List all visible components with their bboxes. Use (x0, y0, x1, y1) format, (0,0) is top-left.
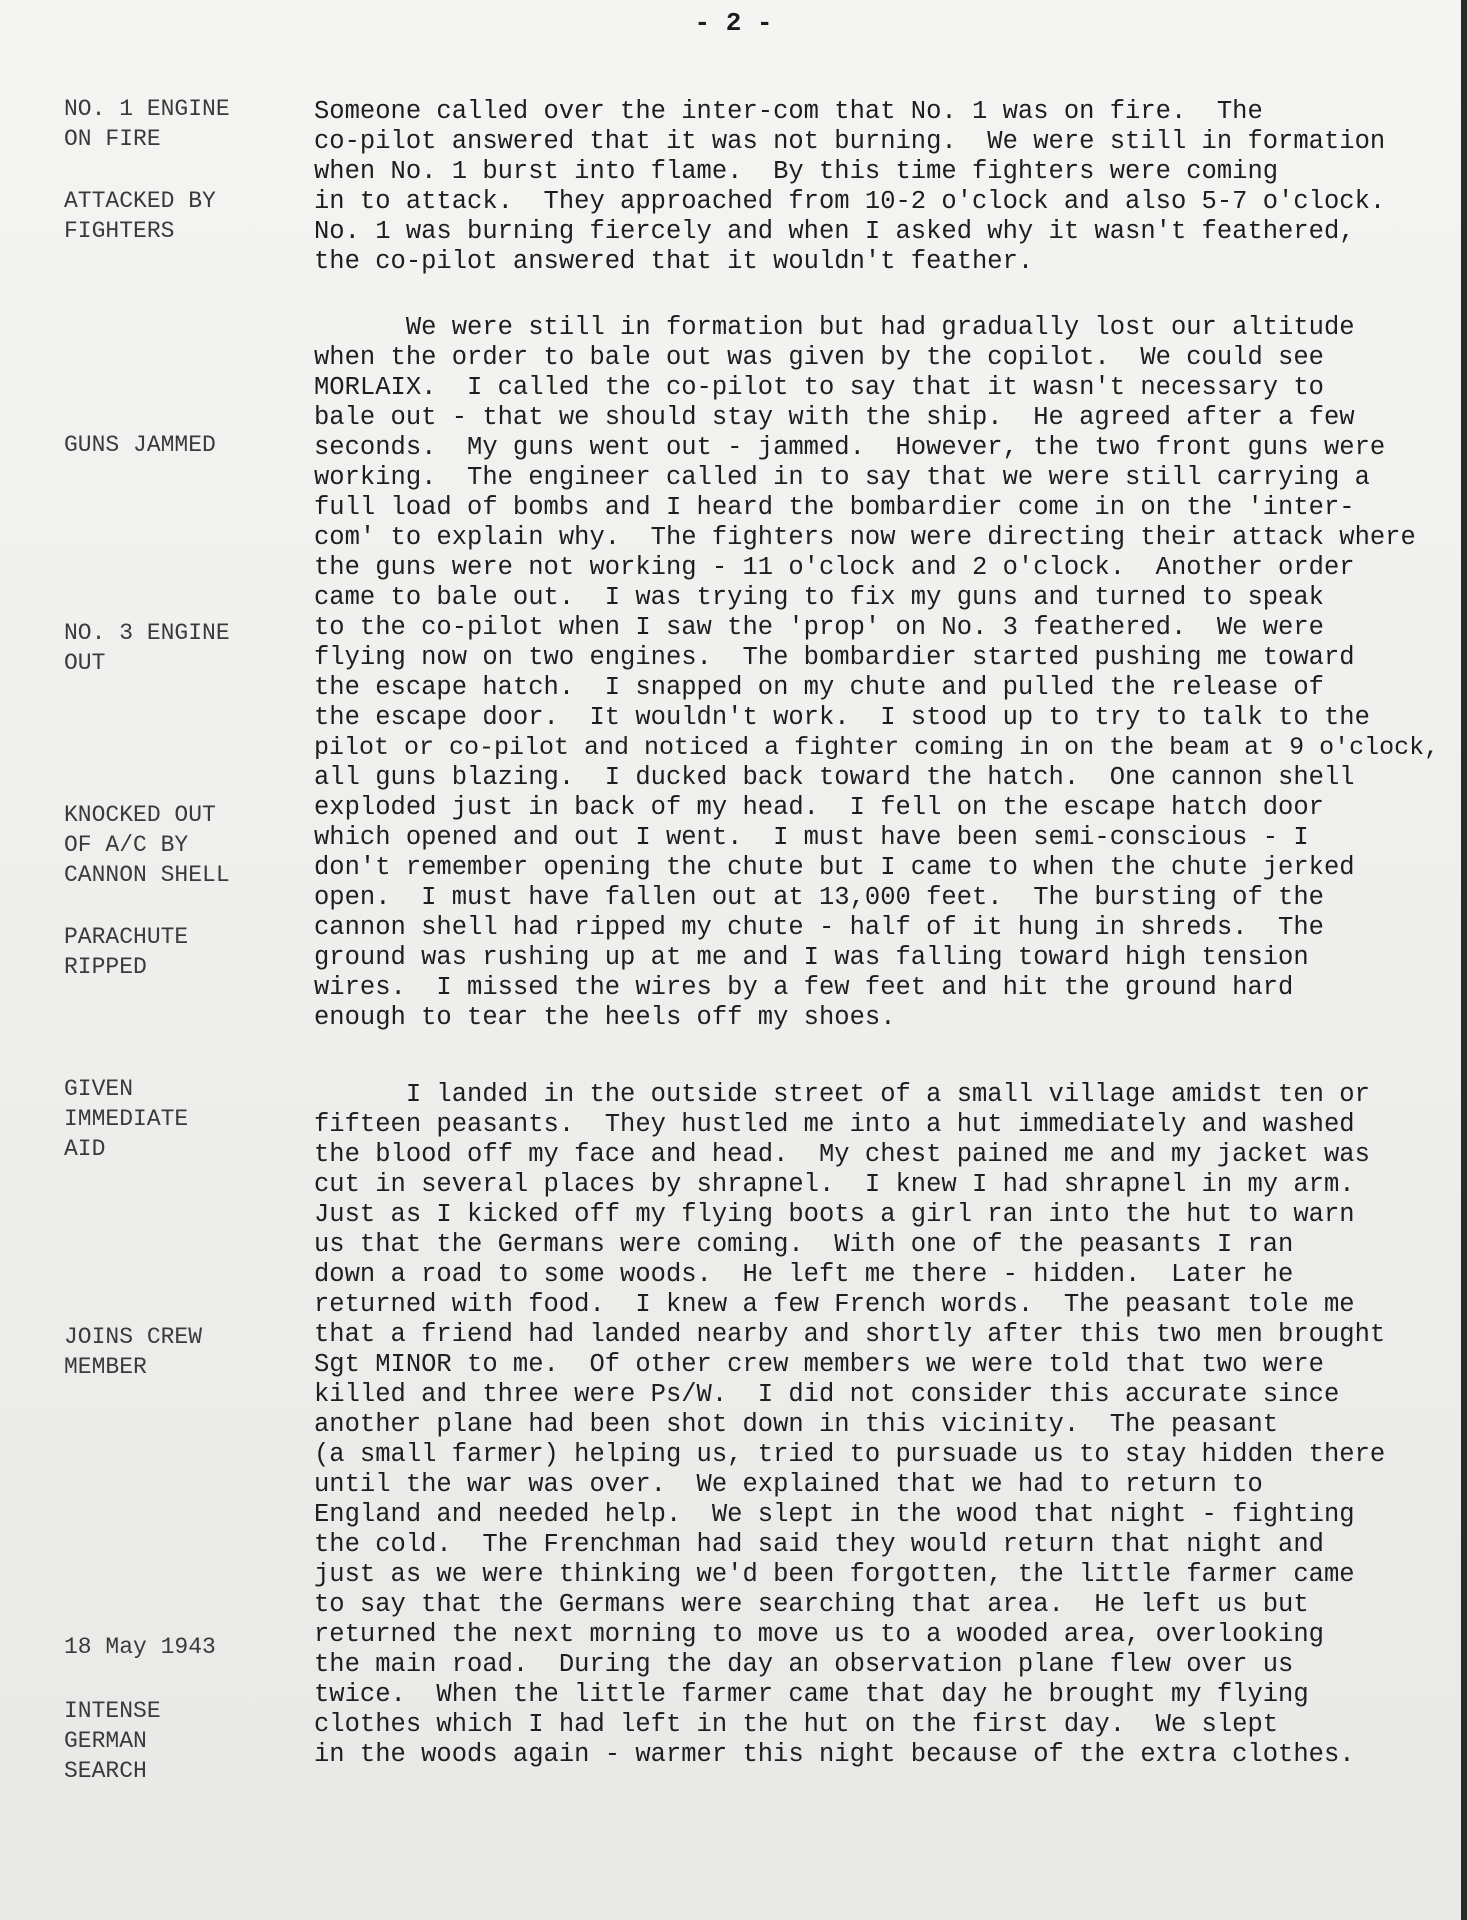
body-line: until the war was over. We explained that we had to return to (314, 1470, 1263, 1499)
body-line: returned the next morning to move us to a wooded area, overlooking (314, 1620, 1324, 1649)
body-line: open. I must have fallen out at 13,000 feet. The bursting of the (314, 883, 1324, 912)
body-line: killed and three were Ps/W. I did not consider this accurate since (314, 1380, 1340, 1409)
body-line: down a road to some woods. He left me there - hidden. Later he (314, 1260, 1294, 1289)
body-line: just as we were thinking we'd been forgotten, the little farmer came (314, 1560, 1355, 1589)
body-line: com' to explain why. The fighters now were directing their attack where (314, 523, 1416, 552)
body-line: came to bale out. I was trying to fix my guns and turned to speak (314, 583, 1324, 612)
margin-note-date: 18 May 1943 (64, 1634, 216, 1660)
body-line: Sgt MINOR to me. Of other crew members we were told that two were (314, 1350, 1324, 1379)
page-number: - 2 - (694, 8, 773, 38)
body-line: us that the Germans were coming. With one of the peasants I ran (314, 1230, 1294, 1259)
body-line: the co-pilot answered that it wouldn't feather. (314, 247, 1034, 276)
body-line: another plane had been shot down in this vicinity. The peasant (314, 1410, 1279, 1439)
body-line: We were still in formation but had gradually lost our altitude (314, 313, 1355, 342)
body-line: in to attack. They approached from 10-2 o'clock and also 5-7 o'clock. (314, 187, 1386, 216)
body-line: flying now on two engines. The bombardier started pushing me toward (314, 643, 1355, 672)
body-line: MORLAIX. I called the co-pilot to say that it wasn't necessary to (314, 373, 1324, 402)
body-line: fifteen peasants. They hustled me into a hut immediately and washed (314, 1110, 1355, 1139)
margin-note-engine-fire: NO. 1 ENGINE ON FIRE (64, 96, 230, 152)
body-line: returned with food. I knew a few French words. The peasant tole me (314, 1290, 1355, 1319)
body-line: Just as I kicked off my flying boots a girl ran into the hut to warn (314, 1200, 1355, 1229)
body-line: the escape door. It wouldn't work. I stood up to try to talk to the (314, 703, 1370, 732)
margin-note-joins-crew: JOINS CREW MEMBER (64, 1324, 203, 1380)
body-line: (a small farmer) helping us, tried to pursuade us to stay hidden there (314, 1440, 1386, 1469)
body-line: bale out - that we should stay with the ship. He agreed after a few (314, 403, 1355, 432)
body-line: No. 1 was burning fiercely and when I asked why it wasn't feathered, (314, 217, 1355, 246)
body-line: the cold. The Frenchman had said they would return that night and (314, 1530, 1324, 1559)
margin-note-german-search: INTENSE GERMAN SEARCH (64, 1698, 161, 1784)
body-line: cannon shell had ripped my chute - half of it hung in shreds. The (314, 913, 1324, 942)
body-line: when No. 1 burst into flame. By this time fighters were coming (314, 157, 1279, 186)
body-line: clothes which I had left in the hut on the first day. We slept (314, 1710, 1279, 1739)
body-line: pilot or co-pilot and noticed a fighter coming in on the beam at 9 o'clock, (314, 733, 1440, 762)
body-line: the escape hatch. I snapped on my chute and pulled the release of (314, 673, 1324, 702)
body-line: full load of bombs and I heard the bombardier come in on the 'inter- (314, 493, 1355, 522)
body-line: all guns blazing. I ducked back toward the hatch. One cannon shell (314, 763, 1355, 792)
body-line: seconds. My guns went out - jammed. However, the two front guns were (314, 433, 1386, 462)
margin-note-parachute: PARACHUTE RIPPED (64, 924, 189, 980)
body-line: ground was rushing up at me and I was falling toward high tension (314, 943, 1309, 972)
body-line: England and needed help. We slept in the wood that night - fighting (314, 1500, 1355, 1529)
margin-note-knocked-out: KNOCKED OUT OF A/C BY CANNON SHELL (64, 802, 230, 888)
body-line: which opened and out I went. I must have been semi-conscious - I (314, 823, 1309, 852)
body-line: Someone called over the inter-com that No. 1 was on fire. The (314, 97, 1263, 126)
margin-note-engine-out: NO. 3 ENGINE OUT (64, 620, 230, 676)
body-line: I landed in the outside street of a small village amidst ten or (314, 1080, 1370, 1109)
body-line: co-pilot answered that it was not burning. We were still in formation (314, 127, 1386, 156)
margin-note-guns-jammed: GUNS JAMMED (64, 432, 216, 458)
body-line: to say that the Germans were searching that area. He left us but (314, 1590, 1309, 1619)
margin-note-immediate-aid: GIVEN IMMEDIATE AID (64, 1076, 189, 1162)
body-line: exploded just in back of my head. I fell on the escape hatch door (314, 793, 1324, 822)
body-line: to the co-pilot when I saw the 'prop' on No. 3 feathered. We were (314, 613, 1324, 642)
body-line: working. The engineer called in to say that we were still carrying a (314, 463, 1370, 492)
body-line: twice. When the little farmer came that day he brought my flying (314, 1680, 1309, 1709)
body-line: when the order to bale out was given by the copilot. We could see (314, 343, 1324, 372)
body-line: cut in several places by shrapnel. I knew I had shrapnel in my arm. (314, 1170, 1355, 1199)
margin-note-attacked: ATTACKED BY FIGHTERS (64, 188, 216, 244)
body-line: the main road. During the day an observation plane flew over us (314, 1650, 1294, 1679)
body-line: wires. I missed the wires by a few feet and hit the ground hard (314, 973, 1294, 1002)
body-line: enough to tear the heels off my shoes. (314, 1003, 896, 1032)
body-line: the guns were not working - 11 o'clock and 2 o'clock. Another order (314, 553, 1355, 582)
body-line: in the woods again - warmer this night because of the extra clothes. (314, 1740, 1355, 1769)
body-line: the blood off my face and head. My chest pained me and my jacket was (314, 1140, 1370, 1169)
body-line: don't remember opening the chute but I came to when the chute jerked (314, 853, 1355, 882)
body-line: that a friend had landed nearby and shortly after this two men brought (314, 1320, 1386, 1349)
